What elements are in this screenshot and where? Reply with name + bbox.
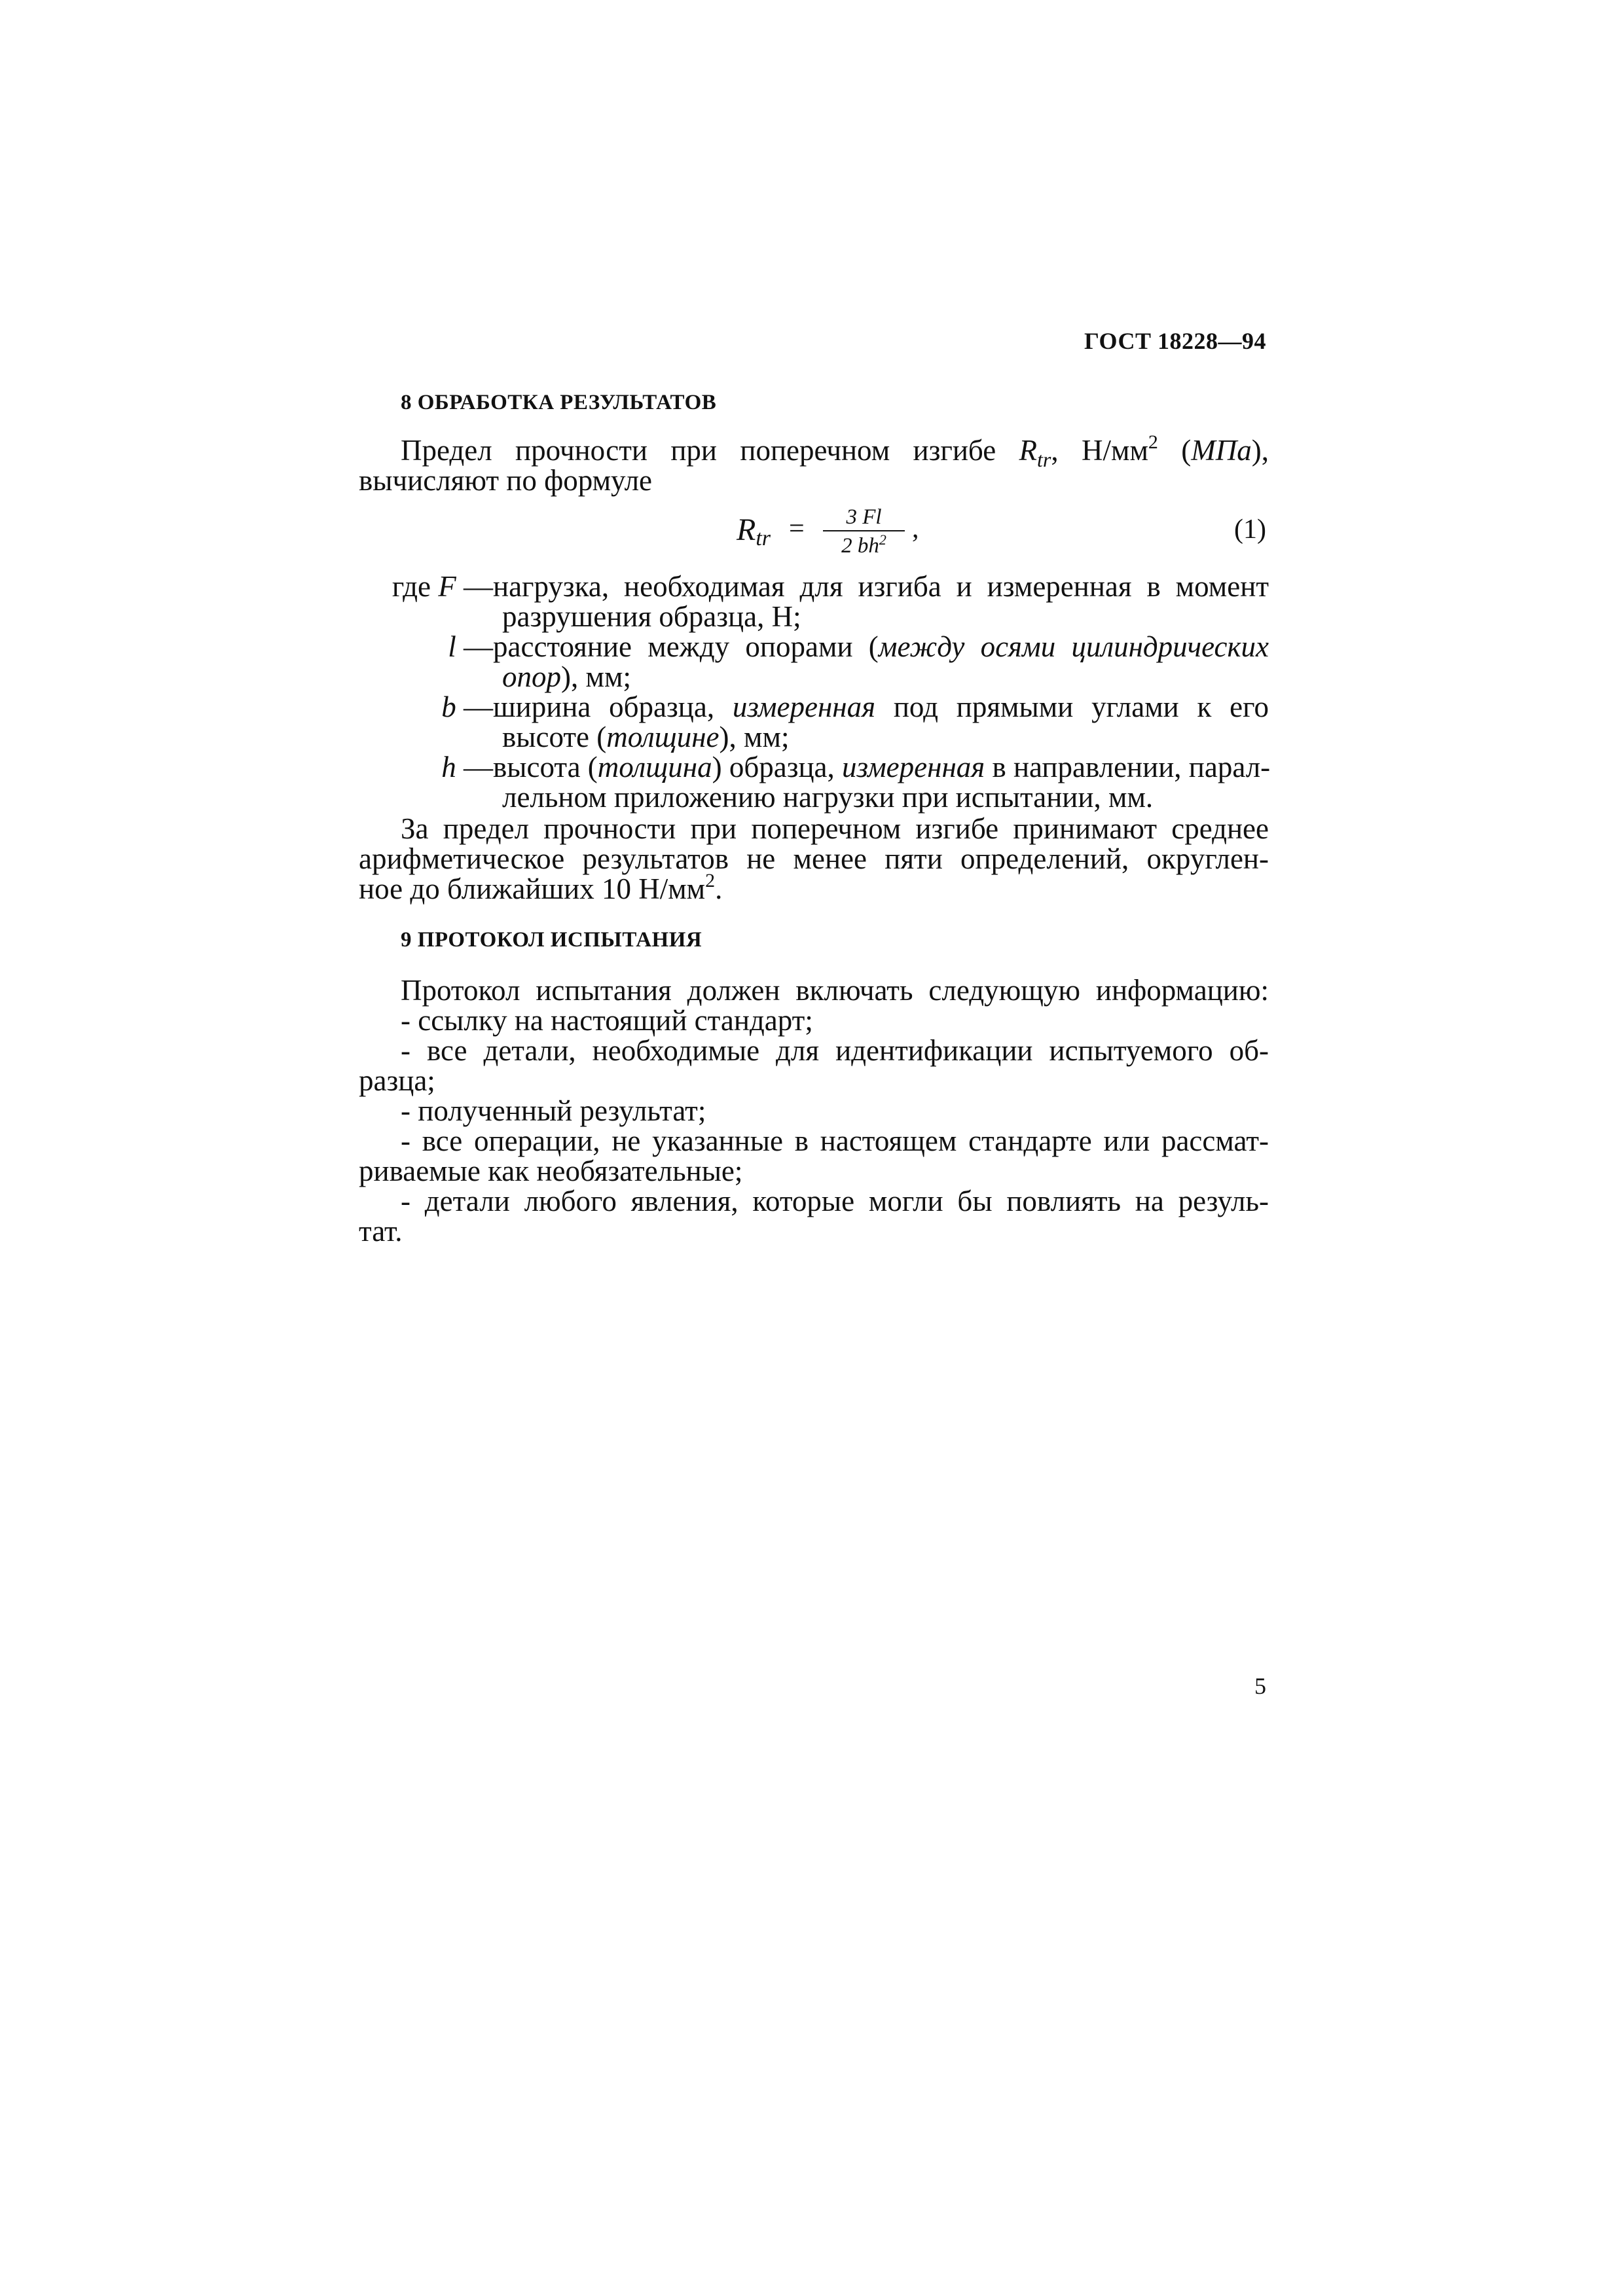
list-item: - ссылку на настоящий стандарт; bbox=[401, 1004, 813, 1037]
section-8-conclusion: За предел прочности при поперечном изгибе принимают среднее арифметическое результатов не менее пяти определений, округлен- ное до ближайших 10 $Н/мм^2$. bbox=[359, 812, 1269, 905]
definition-b: b — ширина образца, измеренная под прямыми углами к его высоте (толщине), мм; bbox=[441, 691, 1269, 753]
section-9-body: Протокол испытания должен включать следующую информацию: - ссылку на настоящий стандарт; - все детали, необходимые для идентификации испытуемого об- разца; - полученный результат; - все операции, не указанные в настоящем стандарте или рассмат- риваемые как необязательные; - детали любого явления, которые могли бы повлиять на резуль- тат. bbox=[359, 974, 1269, 1247]
equation-number: (1) bbox=[1234, 514, 1266, 545]
definition-l: l — расстояние между опорами (между осями цилиндрических опор), мм; bbox=[448, 630, 1269, 693]
definition-F: где F — нагрузка, необходимая для изгиба и измеренная в момент разрушения образца, Н; bbox=[392, 570, 1269, 633]
list-item: - полученный результат; bbox=[401, 1094, 706, 1127]
page-number: 5 bbox=[1254, 1673, 1266, 1699]
formula-1: $R_{tr}$ = $\frac{3 Fl}{2 bh^2}$ , bbox=[737, 505, 919, 558]
section-9-title: 9 ПРОТОКОЛ ИСПЫТАНИЯ bbox=[401, 928, 702, 952]
list-item: - все операции, не указанные в настоящем стандарте или рассмат- bbox=[401, 1124, 1269, 1157]
formula-equals: = bbox=[789, 514, 805, 544]
formula-lhs: $R_{tr}$ bbox=[737, 512, 771, 550]
standard-header: ГОСТ 18228—94 bbox=[1084, 328, 1266, 354]
list-item: - детали любого явления, которые могли бы повлиять на резуль- bbox=[401, 1185, 1269, 1217]
variable-definitions bbox=[359, 571, 1269, 812]
section-9-intro: Протокол испытания должен включать следующую информацию: bbox=[401, 974, 1269, 1007]
definition-h: h — высота (толщина) образца, измеренная в направлении, парал- лельном приложению нагрузки при испытании, мм. bbox=[441, 751, 1271, 814]
intro-line-1: Предел прочности при поперечном изгибе $R_{tr}$, $Н/мм^2$ (МПа), bbox=[401, 431, 1269, 471]
section-8-intro bbox=[359, 431, 1269, 497]
formula-fraction bbox=[823, 505, 905, 558]
section-8-title: 8 ОБРАБОТКА РЕЗУЛЬТАТОВ bbox=[401, 391, 717, 414]
formula-numerator: 3 Fl bbox=[823, 505, 905, 531]
formula-denominator: 2 $bh^2$ bbox=[841, 531, 886, 558]
intro-line-2: вычисляют по формуле bbox=[359, 464, 653, 497]
list-item: - все детали, необходимые для идентификации испытуемого об- bbox=[401, 1034, 1269, 1067]
